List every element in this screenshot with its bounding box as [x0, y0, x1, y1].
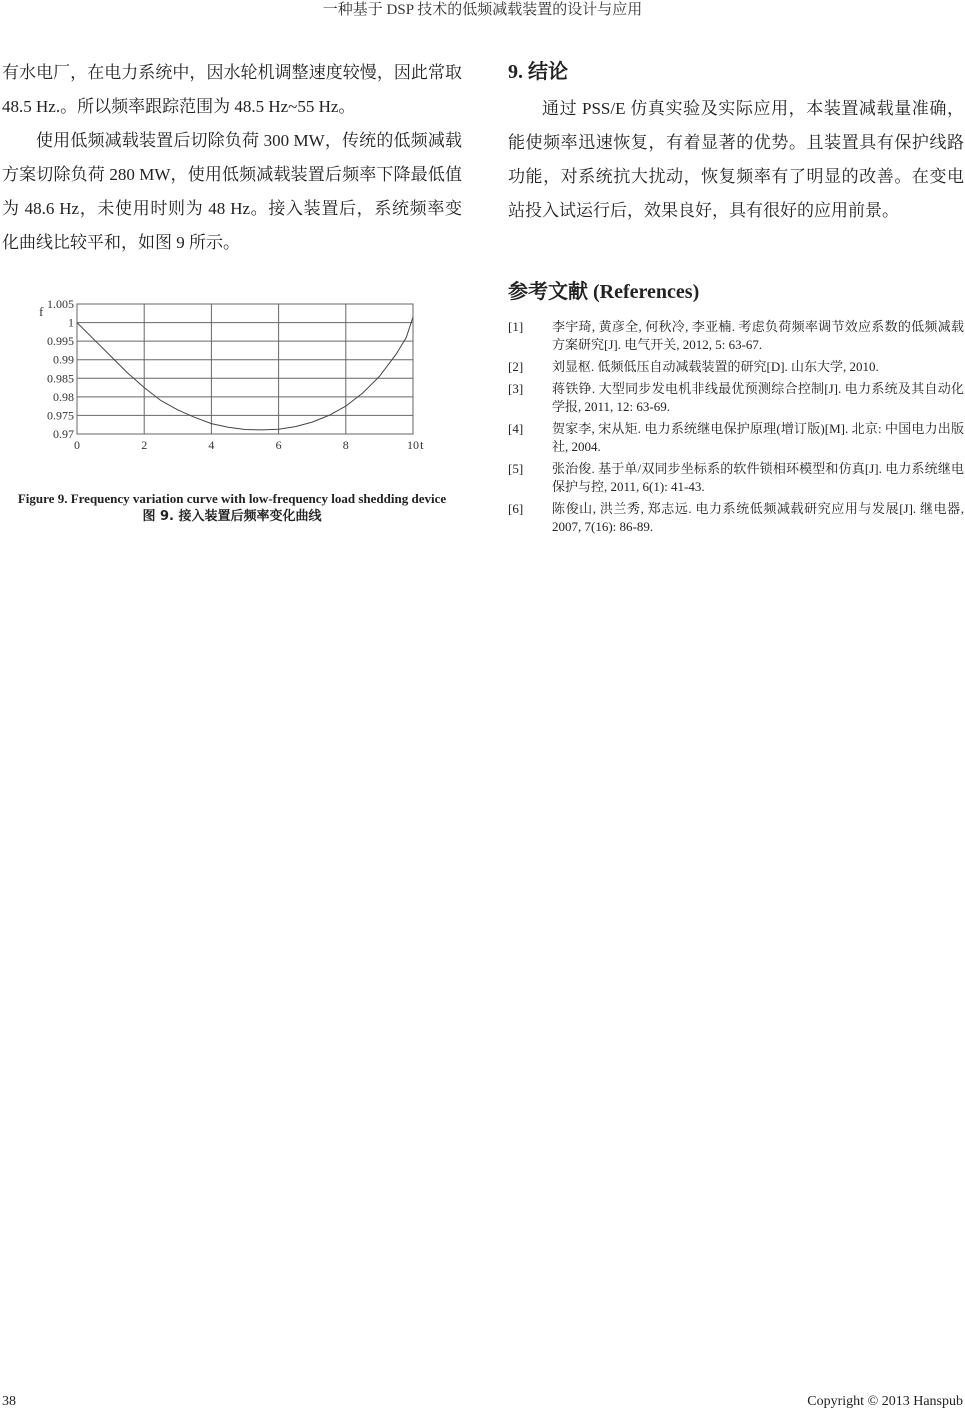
- figure-caption-zh: 图 9. 接入装置后频率变化曲线: [142, 509, 322, 524]
- x-tick-label: 0: [74, 438, 80, 452]
- reference-text: 蒋铁铮. 大型同步发电机非线最优预测综合控制[J]. 电力系统及其自动化学报, 2011, 12: 63-69.: [552, 381, 964, 414]
- reference-item: [508, 380, 964, 416]
- reference-number: [2]: [508, 359, 524, 374]
- y-tick-label: 0.985: [47, 371, 74, 386]
- y-tick-label: 0.995: [47, 334, 74, 349]
- reference-text: 刘显枢. 低频低压自动减载装置的研究[D]. 山东大学, 2010.: [552, 359, 879, 374]
- reference-number: [1]: [508, 319, 524, 334]
- page-number: 38: [2, 1394, 16, 1409]
- plot-frame: [77, 304, 413, 434]
- figure-9: [2, 286, 462, 516]
- section-title: 9. 结论: [508, 61, 568, 83]
- reference-item: [508, 358, 964, 376]
- body-paragraph-2: 使用低频减载装置后切除负荷 300 MW，传统的低频减载方案切除负荷 280 MW，使用低频减载装置后频率下降最低值为 48.6 Hz，未使用时则为 48 Hz。接入装置后，系统频率变化曲线比较平和，如图 9 所示。: [2, 131, 462, 252]
- x-tick-label: 10: [407, 438, 419, 452]
- y-tick-label: 0.97: [53, 427, 74, 441]
- reference-number: [3]: [508, 381, 524, 396]
- right-column: [508, 56, 964, 540]
- reference-text: 贺家李, 宋从矩. 电力系统继电保护原理(增订版)[M]. 北京: 中国电力出版社, 2004.: [552, 421, 964, 454]
- y-tick-labels: [47, 297, 74, 441]
- x-tick-label: 6: [275, 438, 282, 452]
- conclusion-paragraph: 通过 PSS/E 仿真实验及实际应用，本装置减载量准确，能使频率迅速恢复，有着显著的优势。且装置具有保护线路功能，对系统抗大扰动，恢复频率有了明显的改善。在变电站投入试运行后，效果良好，具有很好的应用前景。: [508, 99, 964, 220]
- chart-grid: [77, 304, 413, 434]
- reference-text: 陈俊山, 洪兰秀, 郑志远. 电力系统低频减载研究应用与发展[J]. 继电器, 2007, 7(16): 86-89.: [552, 501, 964, 534]
- reference-item: [508, 460, 964, 496]
- running-head: 一种基于 DSP 技术的低频减载装置的设计与应用: [322, 2, 643, 18]
- body-paragraph-1: 有水电厂，在电力系统中，因水轮机调整速度较慢，因此常取 48.5 Hz.。所以频率跟踪范围为 48.5 Hz~55 Hz。: [2, 63, 462, 116]
- references-title: 参考文献 (References): [508, 281, 700, 303]
- reference-text: 张治俊. 基于单/双同步坐标系的软件锁相环模型和仿真[J]. 电力系统继电保护与控, 2011, 6(1): 41-43.: [552, 461, 964, 494]
- reference-number: [4]: [508, 421, 524, 436]
- x-tick-label: 8: [342, 438, 349, 452]
- left-column: [2, 56, 462, 527]
- series-line: [77, 317, 413, 430]
- copyright: Copyright © 2013 Hanspub: [807, 1394, 963, 1409]
- x-tick-label: 2: [141, 438, 148, 452]
- x-tick-label: 4: [208, 438, 215, 452]
- reference-list: [508, 318, 964, 536]
- y-tick-label: 1.005: [47, 297, 74, 311]
- x-axis-label: t: [420, 437, 424, 452]
- y-tick-label: 0.975: [47, 408, 74, 423]
- reference-item: [508, 420, 964, 456]
- reference-item: [508, 318, 964, 354]
- y-tick-label: 0.98: [53, 389, 74, 404]
- y-tick-label: 0.99: [53, 352, 74, 367]
- reference-text: 李宇琦, 黄彦全, 何秋冷, 李亚楠. 考虑负荷频率调节效应系数的低频减载方案研究[J]. 电气开关, 2012, 5: 63-67.: [552, 319, 964, 352]
- x-tick-labels: [74, 438, 419, 452]
- frequency-chart: [2, 286, 462, 486]
- y-axis-label: f: [39, 304, 44, 319]
- reference-number: [6]: [508, 501, 524, 516]
- reference-item: [508, 500, 964, 536]
- y-tick-label: 1: [68, 315, 74, 330]
- figure-caption-en: Figure 9. Frequency variation curve with low-frequency load shedding device: [17, 491, 447, 506]
- reference-number: [5]: [508, 461, 524, 476]
